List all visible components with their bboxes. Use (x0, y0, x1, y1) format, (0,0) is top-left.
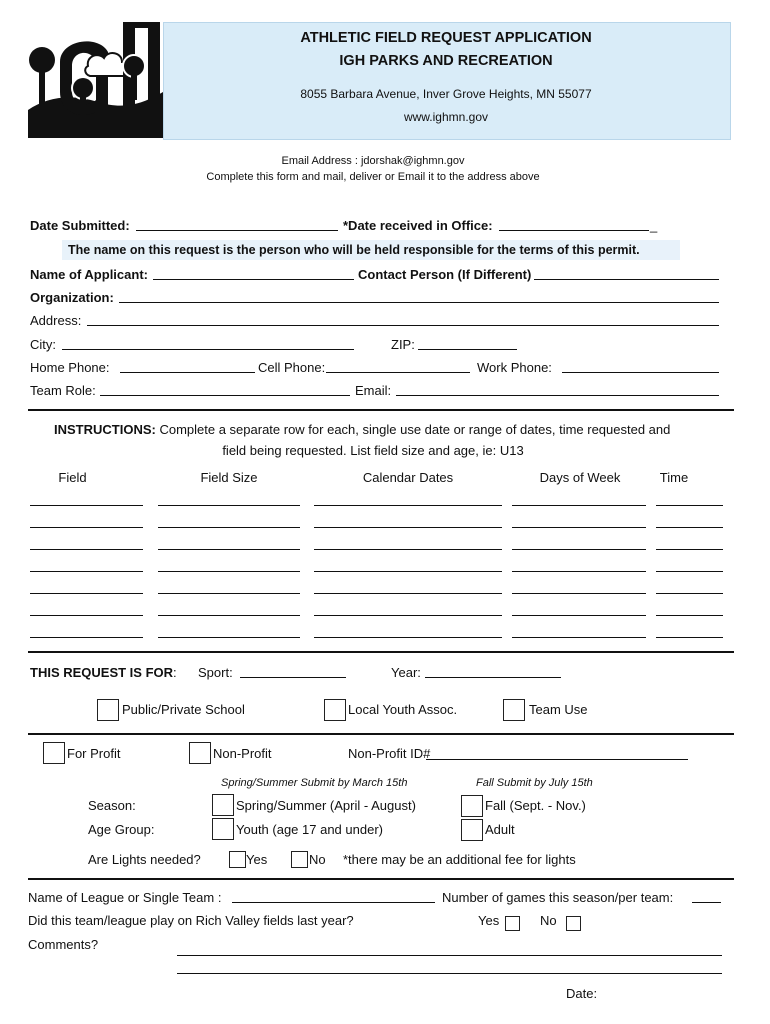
youth-label: Youth (age 17 and under) (236, 822, 383, 837)
request-row-4-time-field[interactable] (656, 571, 723, 572)
rich-valley-yes-checkbox[interactable] (505, 916, 520, 931)
request-row-7-field-field[interactable] (30, 637, 143, 638)
year-label: Year: (391, 665, 421, 680)
request-row-7-calendar-dates-field[interactable] (314, 637, 502, 638)
organization-field[interactable] (119, 302, 719, 303)
league-name-field[interactable] (232, 902, 435, 903)
address-label: Address: (30, 313, 82, 328)
local-youth-assoc-checkbox[interactable] (324, 699, 346, 721)
work-phone-field[interactable] (562, 372, 719, 373)
youth-checkbox[interactable] (212, 818, 234, 840)
league-name-label: Name of League or Single Team : (28, 890, 222, 905)
organization-title: IGH PARKS AND RECREATION (339, 53, 553, 69)
instructions-line2: field being requested. List field size and age, ie: U13 (222, 443, 524, 458)
lights-fee-note: *there may be an additional fee for lights (343, 852, 576, 867)
spring-summer-label: Spring/Summer (April - August) (236, 798, 416, 813)
header-address: 8055 Barbara Avenue, Inver Grove Heights, MN 55077 (300, 87, 592, 101)
date-received-field[interactable] (499, 230, 649, 231)
date-received-label: *Date received in Office: (343, 218, 493, 233)
sport-label: Sport: (198, 665, 233, 680)
adult-checkbox[interactable] (461, 819, 483, 841)
cell-phone-label: Cell Phone: (258, 360, 326, 375)
games-label: Number of games this season/per team: (442, 890, 674, 905)
section-divider (28, 409, 734, 411)
year-field[interactable] (425, 677, 561, 678)
request-for-colon: : (173, 665, 177, 680)
request-row-5-field-field[interactable] (30, 593, 143, 594)
col-time: Time (659, 470, 689, 485)
request-row-6-calendar-dates-field[interactable] (314, 615, 502, 616)
lights-no-checkbox[interactable] (291, 851, 308, 868)
request-row-5-days-of-week-field[interactable] (512, 593, 646, 594)
zip-field[interactable] (418, 349, 517, 350)
team-role-label: Team Role: (30, 383, 96, 398)
contact-person-label: Contact Person (If Different) (358, 267, 532, 282)
comments-field-line2[interactable] (177, 973, 722, 974)
request-row-7-days-of-week-field[interactable] (512, 637, 646, 638)
request-row-6-field-size-field[interactable] (158, 615, 300, 616)
contact-person-field[interactable] (534, 279, 719, 280)
rich-valley-no-checkbox[interactable] (566, 916, 581, 931)
non-profit-id-field[interactable] (426, 759, 688, 760)
request-row-1-time-field[interactable] (656, 505, 723, 506)
request-row-6-field-field[interactable] (30, 615, 143, 616)
request-row-7-time-field[interactable] (656, 637, 723, 638)
igh-logo-icon (28, 22, 163, 138)
request-row-4-field-size-field[interactable] (158, 571, 300, 572)
non-profit-label: Non-Profit (213, 746, 272, 761)
applicant-name-field[interactable] (153, 279, 354, 280)
date-submitted-field[interactable] (136, 230, 338, 231)
lights-label: Are Lights needed? (88, 852, 201, 867)
rich-valley-question: Did this team/league play on Rich Valley fields last year? (28, 913, 354, 928)
lights-no-label: No (309, 852, 326, 867)
rich-valley-no-label: No (540, 913, 557, 928)
request-row-1-days-of-week-field[interactable] (512, 505, 646, 506)
request-row-4-calendar-dates-field[interactable] (314, 571, 502, 572)
request-row-3-days-of-week-field[interactable] (512, 549, 646, 550)
city-label: City: (30, 337, 56, 352)
games-field[interactable] (692, 902, 721, 903)
request-row-3-field-field[interactable] (30, 549, 143, 550)
instructions-text1: Complete a separate row for each, single use date or range of dates, time requested and (155, 422, 671, 437)
col-field-size: Field Size (200, 470, 258, 485)
cell-phone-field[interactable] (326, 372, 470, 373)
request-row-2-field-size-field[interactable] (158, 527, 300, 528)
request-row-2-field-field[interactable] (30, 527, 143, 528)
date-label: Date: (566, 986, 598, 1001)
request-row-5-time-field[interactable] (656, 593, 723, 594)
public-private-school-checkbox[interactable] (97, 699, 119, 721)
request-row-1-calendar-dates-field[interactable] (314, 505, 502, 506)
request-row-6-time-field[interactable] (656, 615, 723, 616)
team-use-label: Team Use (529, 702, 588, 717)
lights-yes-checkbox[interactable] (229, 851, 246, 868)
request-row-1-field-field[interactable] (30, 505, 143, 506)
address-field[interactable] (87, 325, 719, 326)
season-label: Season: (88, 798, 136, 813)
adult-label: Adult (485, 822, 515, 837)
request-row-2-days-of-week-field[interactable] (512, 527, 646, 528)
team-role-field[interactable] (100, 395, 350, 396)
fall-label: Fall (Sept. - Nov.) (485, 798, 586, 813)
public-private-school-label: Public/Private School (122, 702, 245, 717)
submission-instructions: Complete this form and mail, deliver or Email it to the address above (206, 171, 540, 183)
spring-summer-checkbox[interactable] (212, 794, 234, 816)
home-phone-field[interactable] (120, 372, 255, 373)
team-use-checkbox[interactable] (503, 699, 525, 721)
work-phone-label: Work Phone: (477, 360, 552, 375)
non-profit-checkbox[interactable] (189, 742, 211, 764)
applicant-name-label: Name of Applicant: (30, 267, 148, 282)
request-row-3-calendar-dates-field[interactable] (314, 549, 502, 550)
for-profit-checkbox[interactable] (43, 742, 65, 764)
request-row-3-field-size-field[interactable] (158, 549, 300, 550)
for-profit-label: For Profit (67, 746, 121, 761)
city-field[interactable] (62, 349, 354, 350)
non-profit-id-label: Non-Profit ID# (348, 746, 431, 761)
sport-field[interactable] (240, 677, 346, 678)
instructions-label: INSTRUCTIONS: (54, 422, 156, 437)
request-row-4-field-field[interactable] (30, 571, 143, 572)
local-youth-assoc-label: Local Youth Assoc. (348, 702, 458, 717)
date-received-tail: _ (650, 218, 658, 233)
comments-label: Comments? (28, 937, 99, 952)
age-group-label: Age Group: (88, 822, 155, 837)
fall-submit-note: Fall Submit by July 15th (476, 777, 593, 789)
comments-field-line1[interactable] (177, 955, 722, 956)
request-row-5-calendar-dates-field[interactable] (314, 593, 502, 594)
request-row-5-field-size-field[interactable] (158, 593, 300, 594)
request-row-7-field-size-field[interactable] (158, 637, 300, 638)
col-days-of-week: Days of Week (539, 470, 621, 485)
header-website[interactable]: www.ighmn.gov (403, 110, 489, 124)
section-divider (28, 651, 734, 653)
zip-label: ZIP: (391, 337, 415, 352)
request-row-4-days-of-week-field[interactable] (512, 571, 646, 572)
section-divider (28, 733, 734, 735)
organization-label: Organization: (30, 290, 114, 305)
responsibility-notice: The name on this request is the person who will be held responsible for the terms of this permit. (68, 243, 640, 257)
date-submitted-label: Date Submitted: (30, 218, 130, 233)
spring-submit-note: Spring/Summer Submit by March 15th (221, 777, 408, 789)
col-field: Field (58, 470, 87, 485)
col-calendar-dates: Calendar Dates (362, 470, 454, 485)
rich-valley-yes-label: Yes (478, 913, 500, 928)
request-row-6-days-of-week-field[interactable] (512, 615, 646, 616)
request-row-1-field-size-field[interactable] (158, 505, 300, 506)
request-row-3-time-field[interactable] (656, 549, 723, 550)
request-row-2-calendar-dates-field[interactable] (314, 527, 502, 528)
fall-checkbox[interactable] (461, 795, 483, 817)
request-for-row (30, 665, 177, 680)
contact-email: Email Address : jdorshak@ighmn.gov (281, 155, 465, 167)
email-field[interactable] (396, 395, 719, 396)
section-divider (28, 878, 734, 880)
igh-logo (28, 22, 163, 138)
home-phone-label: Home Phone: (30, 360, 110, 375)
form-title: ATHLETIC FIELD REQUEST APPLICATION (300, 30, 592, 46)
email-label: Email: (355, 383, 392, 398)
lights-yes-label: Yes (246, 852, 268, 867)
request-row-2-time-field[interactable] (656, 527, 723, 528)
instructions-line1 (54, 422, 734, 437)
request-for-label: THIS REQUEST IS FOR (30, 665, 174, 680)
